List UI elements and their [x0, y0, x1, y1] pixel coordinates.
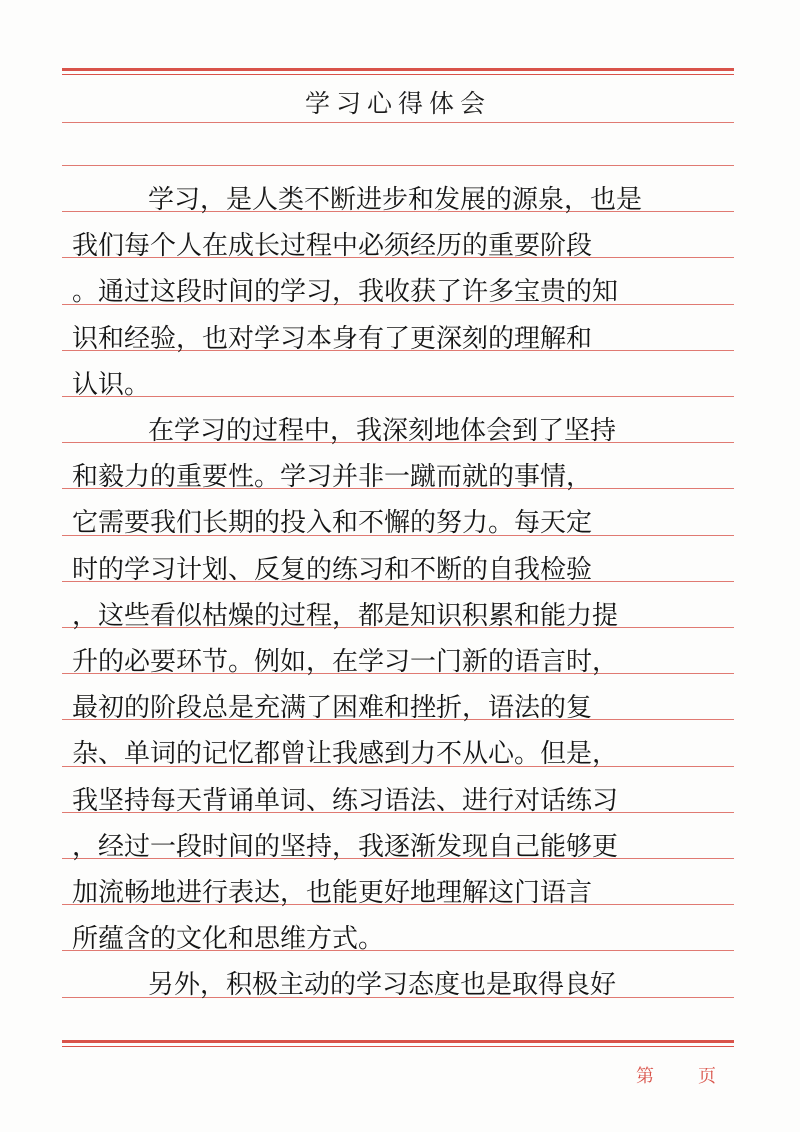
text-line: 杂、单词的记忆都曾让我感到力不从心。但是，	[72, 739, 619, 770]
ruled-line	[62, 165, 734, 166]
text-line: 和毅力的重要性。学习并非一蹴而就的事情，	[72, 462, 593, 493]
text-line: 时的学习计划、反复的练习和不断的自我检验	[72, 554, 593, 585]
text-line: ，经过一段时间的坚持，我逐渐发现自己能够更	[72, 831, 619, 862]
page-label-ye: 页	[698, 1066, 716, 1087]
page-title: 学习心得体会	[304, 89, 491, 118]
text-line: 最初的阶段总是充满了困难和挫折，语法的复	[72, 693, 593, 724]
text-line: 我坚持每天背诵单词、练习语法、进行对话练习	[72, 785, 619, 816]
ruled-line	[62, 122, 734, 123]
text-line: 学习，是人类不断进步和发展的源泉，也是	[148, 185, 643, 215]
text-line: 另外，积极主动的学习态度也是取得良好	[148, 970, 617, 1001]
text-line: 所蕴含的文化和思维方式。	[72, 924, 385, 955]
text-line: 我们每个人在成长过程中必须经历的重要阶段	[72, 231, 593, 262]
text-line: 。通过这段时间的学习，我收获了许多宝贵的知	[72, 277, 619, 308]
text-line: 它需要我们长期的投入和不懈的努力。每天定	[72, 508, 593, 539]
page-label-di: 第	[636, 1066, 654, 1087]
text-line: 升的必要环节。例如，在学习一门新的语言时，	[72, 647, 619, 677]
text-line: 加流畅地进行表达，也能更好地理解这门语言	[72, 878, 593, 908]
text-line: 认识。	[72, 369, 151, 400]
text-line: ，这些看似枯燥的过程，都是知识积累和能力提	[72, 600, 619, 631]
text-line: 在学习的过程中，我深刻地体会到了坚持	[148, 416, 617, 446]
text-line: 识和经验，也对学习本身有了更深刻的理解和	[72, 323, 593, 354]
